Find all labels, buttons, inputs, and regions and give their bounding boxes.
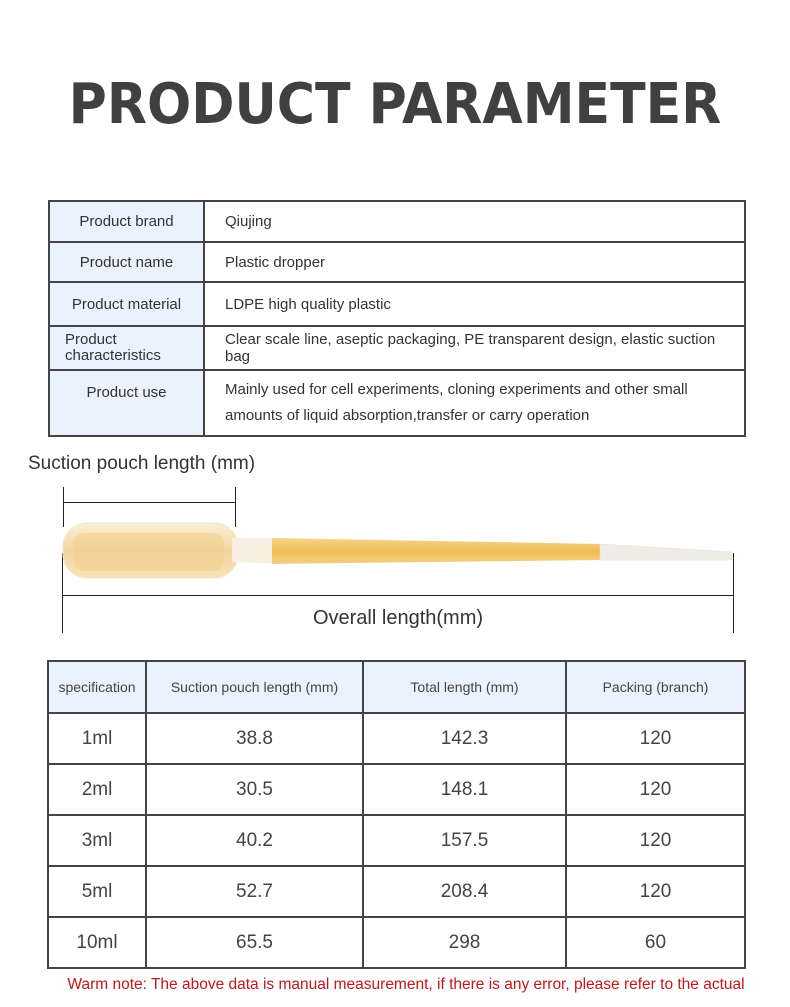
param-value: LDPE high quality plastic — [204, 282, 745, 326]
spec-header-specification: specification — [48, 661, 146, 713]
spec-cell: 120 — [566, 866, 745, 917]
spec-cell: 120 — [566, 815, 745, 866]
spec-cell: 5ml — [48, 866, 146, 917]
table-row — [48, 713, 745, 764]
table-row — [48, 815, 745, 866]
spec-header-total: Total length (mm) — [363, 661, 566, 713]
spec-cell: 120 — [566, 764, 745, 815]
spec-cell: 2ml — [48, 764, 146, 815]
param-value: Clear scale line, aseptic packaging, PE transparent design, elastic suction bag — [204, 326, 745, 370]
param-key-line: characteristics — [65, 347, 161, 364]
spec-header-packing: Packing (branch) — [566, 661, 745, 713]
warm-note: Warm note: The above data is manual measurement, if there is any error, please refer to the actual — [67, 976, 745, 993]
suction-pouch-label: Suction pouch length (mm) — [28, 453, 256, 474]
param-key-line: Product — [65, 331, 117, 348]
page-title: PRODUCT PARAMETER — [68, 72, 722, 137]
spec-header-row — [48, 661, 745, 713]
param-value-line: Mainly used for cell experiments, cloning experiments and other small — [225, 381, 688, 398]
specification-table — [47, 660, 746, 969]
param-key — [49, 326, 204, 370]
overall-length-label: Overall length(mm) — [312, 607, 484, 629]
param-key: Product material — [49, 282, 204, 326]
table-row — [48, 866, 745, 917]
param-row-brand — [49, 201, 745, 242]
param-key: Product use — [49, 370, 204, 436]
spec-cell: 10ml — [48, 917, 146, 968]
param-value: Plastic dropper — [204, 242, 745, 282]
suction-dimension-line — [63, 502, 236, 503]
spec-cell: 208.4 — [363, 866, 566, 917]
spec-cell: 1ml — [48, 713, 146, 764]
param-value: Qiujing — [204, 201, 745, 242]
spec-cell: 3ml — [48, 815, 146, 866]
spec-cell: 142.3 — [363, 713, 566, 764]
spec-cell: 40.2 — [146, 815, 363, 866]
param-row-use — [49, 370, 745, 436]
spec-cell: 157.5 — [363, 815, 566, 866]
param-key: Product brand — [49, 201, 204, 242]
spec-cell: 298 — [363, 917, 566, 968]
spec-cell: 120 — [566, 713, 745, 764]
param-row-material — [49, 282, 745, 326]
spec-header-suction: Suction pouch length (mm) — [146, 661, 363, 713]
param-value-line: amounts of liquid absorption,transfer or carry operation — [225, 407, 590, 424]
spec-cell: 30.5 — [146, 764, 363, 815]
parameter-table — [48, 200, 746, 437]
param-row-name — [49, 242, 745, 282]
dropper-image — [62, 516, 734, 582]
table-row — [48, 917, 745, 968]
spec-cell: 38.8 — [146, 713, 363, 764]
spec-cell: 65.5 — [146, 917, 363, 968]
table-row — [48, 764, 745, 815]
param-key: Product name — [49, 242, 204, 282]
spec-cell: 52.7 — [146, 866, 363, 917]
param-value — [204, 370, 745, 436]
param-row-characteristics — [49, 326, 745, 370]
spec-cell: 60 — [566, 917, 745, 968]
overall-dimension-line — [62, 595, 734, 596]
spec-cell: 148.1 — [363, 764, 566, 815]
